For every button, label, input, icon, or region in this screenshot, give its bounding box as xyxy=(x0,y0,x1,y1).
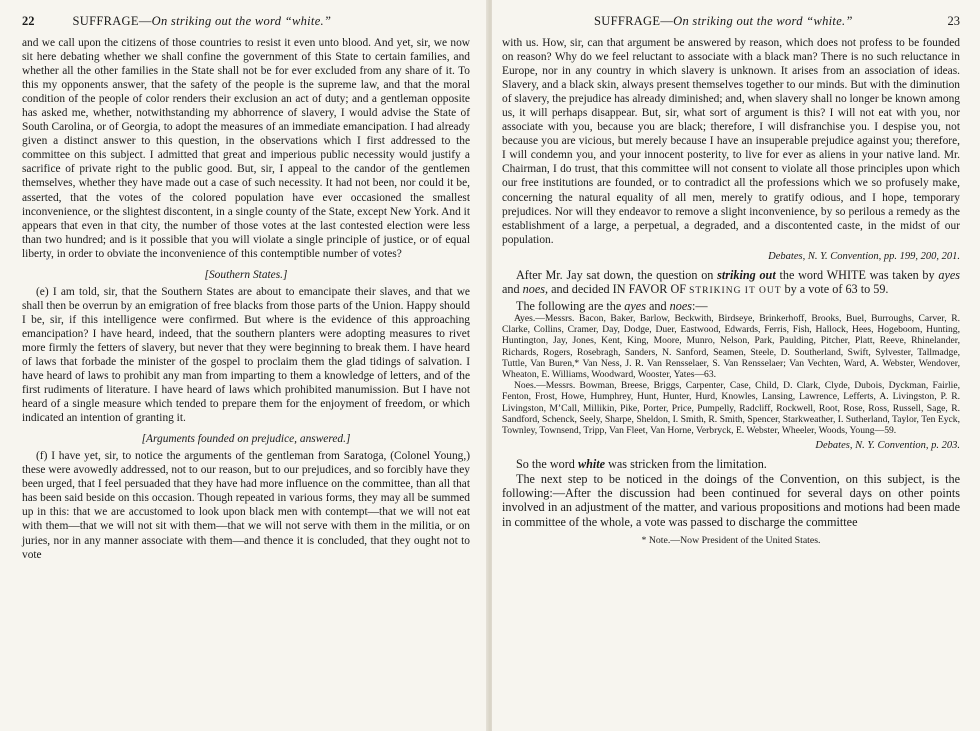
striking-out-emphasis: striking out xyxy=(717,267,776,282)
left-running-head xyxy=(22,14,470,36)
ayes-noes-intro: The following are the ayes and noes:— xyxy=(516,298,708,313)
stricken-sentence: So the word white was stricken from the limitation. xyxy=(516,457,767,472)
white-emphasis: white xyxy=(577,457,606,472)
footnote: * Note.—Now President of the United States. xyxy=(641,535,821,547)
citation-debates-199: Debates, N. Y. Convention, pp. 199, 200, 201. xyxy=(768,250,960,262)
left-paragraph-3: (f) I have yet, sir, to notice the arguments of the gentleman from Saratoga, (Colonel Young,) these were avowedly addressed, not to our reason, but to our prejudices, and so forcibly have they been urged, that I feel persuaded that they have had more influence on the committee, than all that has been said beside on this occasion. Though repeated in various forms, they may all be summed up in this: that we are accustomed to look upon black men with contempt—that we will not eat with them—that we will not sit with them—that we will not serve with them in the militia, or on juries, nor in any manner associate with them—and thence it is concluded, that they ought not to vote xyxy=(22,450,470,561)
noes-list: Noes.—Messrs. Bowman, Breese, Briggs, Carpenter, Case, Child, D. Clark, Clyde, Dubois, Dyckman, Fairlie, Fenton, Frost, Howe, Humphrey, Hunt, Hunter, Hurd, Knowles, Lansing, Lawrence, Lefferts, A. Livingston, P. R. Livingston, M’Call, Millikin, Pike, Porter, Price, Pumpelly, Radcliff, Rockwell, Root, Rose, Ross, Russell, Sage, R. Sandford, Schenck, Seely, Sharpe, Sheldon, I. Smith, R. Smith, Spencer, Starkweather, I. Sutherland, Taylor, Ten Eyck, Townley, Townsend, Tripp, Van Fleet, Van Horne, Verbryck, E. Webster, Wheeler, Woods, Young—59. xyxy=(502,380,960,436)
right-paragraph-1: with us. How, sir, can that argument be answered by reason, which does not profess to be founded on reason? Why do we feel reluctant to associate with a black man? There is no such reluctance in Europe, nor in any country in which slavery is unknown. It arises from an association of ideas. Slavery, and a black skin, always present themselves together to our minds. But with the diminution of slavery, the prejudice has already diminished; and, when slavery shall no longer be known among us, it will perhaps disappear. But, sir, what sort of argument is this? I will not eat with you, nor associate with you, because you are black; therefore, I will disfranchise you. I despise you, not because you are vicious, but merely because I have an insuperable prejudice against you; therefore, I will condemn you, and your innocent posterity, to live for ever as aliens in your native land. Mr. Chairman, I do trust, that this committee will not consent to violate all those principles upon which our free institutions are founded, or to contradict all the professions which we so profusely make, concerning the natural equality of all men, merely to gratify odious, and I hope, temporary prejudices. Nor will they endeavor to remove a slight inconvenience, by so perilous a remedy as the establishment of a large, a perpetual, a degraded, and a discontented caste, in the midst of our population. xyxy=(502,37,960,246)
right-page-number: 23 xyxy=(947,14,960,28)
right-running-head xyxy=(502,14,960,36)
right-running-title: SUFFRAGE—On striking out the word “white.” xyxy=(594,14,853,28)
left-page xyxy=(0,0,488,731)
left-paragraph-1: and we call upon the citizens of those countries to resist it even unto blood. And yet, sir, we now sit here debating whether we shall confine the government of this State to certain families, and whether all the other families in the State shall not be for ever excluded from any share of it. To this my opponents answer, that the safety of the people is the supreme law, and that the moral condition of the people of color renders their exclusion an act of duty; and a gentleman opposite has asked me, whether, notwithstanding my abhorrence of slavery, I would advise the State of South Carolina, or of Georgia, to adopt the measures of an immediate emancipation. I had already given a distinct answer to this question, in the observations which I first addressed to the committee on this subject. I admitted that great and imperious public necessity would justify a sacrifice of private right to the public good. But, sir, I appeal to the candor of the gentlemen themselves, whether they have made out a case of such necessity. It had not been, nor could it be, asserted, that the votes of the colored population have ever occasioned the smallest inconvenience, or the slightest discontent, in a single county of the State, except New York. And it appears that even in that city, the number of those votes at the last contested election were less than two hundred; and is it possible that you will violate a single principle of justice, or of equal liberty, in order to obviate the inconvenience of this contemptible number of votes? xyxy=(22,37,470,260)
left-paragraph-2: (e) I am told, sir, that the Southern States are about to emancipate their slaves, and that we shall then be overrun by an emigration of free blacks from those parts of the Union. Happy should I be, sir, if this intelligence were confirmed. But where is the evidence of this approaching emancipation? I have heard, indeed, that the southern planters were adopting measures to rivet more firmly the fetters of slavery, but never that they were beginning to break them. I have heard of laws that forbade the minister of the gospel to proclaim them the glad tidings of salvation. I have heard of laws to prohibit any man from imparting to them a knowledge of letters, and of the first rudiments of literature. I have heard of laws which prohibited manumission. But I have not heard of a single measure which tended to prepare them for the enjoyment of freedom, or which indicated an intention of granting it. xyxy=(22,285,470,425)
vote-result-paragraph: After Mr. Jay sat down, the question on striking out the word WHITE was taken by ayes and noes, and decided IN FAVOR OF STRIKING IT OUT by a vote of 63 to 59. xyxy=(502,267,961,297)
right-page xyxy=(492,0,980,731)
citation-debates-203: Debates, N. Y. Convention, p. 203. xyxy=(815,440,960,452)
section-heading-prejudice: [Arguments founded on prejudice, answered.] xyxy=(141,433,351,446)
right-paragraph-last: The next step to be noticed in the doings of the Convention, on this subject, is the following:—After the discussion had been continued for several days on other points involved in an adjustment of the matter, and various propositions and motions had been made in committee of the whole, a vote was passed to discharge the committee xyxy=(502,471,960,529)
section-heading-southern-states: [Southern States.] xyxy=(204,268,288,281)
ayes-list: Ayes.—Messrs. Bacon, Baker, Barlow, Beckwith, Birdseye, Brinkerhoff, Brooks, Buel, Burroughs, Carver, R. Clarke, Collins, Cramer, Day, Dodge, Duer, Eastwood, Edwards, Ferris, Fish, Hallock, Hees, Hogeboom, Hunting, Huntington, Jay, Jones, Kent, King, Moore, Munro, Nelson, Park, Paulding, Pitcher, Platt, Reeve, Rhinelander, Richards, Rogers, Rosebragh, Sanders, N. Sanford, Seamen, Steele, D. Southerland, Swift, Sylvester, Tallmadge, Tuttle, Van Buren,* Van Ness, J. R. Van Rensselaer, S. Van Rensselaer; Van Vechten, Ward, A. Webster, Wendover, Wheaton, E. Williams, Woodward, Wooster, Yates—63. xyxy=(502,312,960,380)
left-running-title: SUFFRAGE—On striking out the word “white.” xyxy=(72,14,332,28)
left-page-number: 22 xyxy=(22,14,35,28)
